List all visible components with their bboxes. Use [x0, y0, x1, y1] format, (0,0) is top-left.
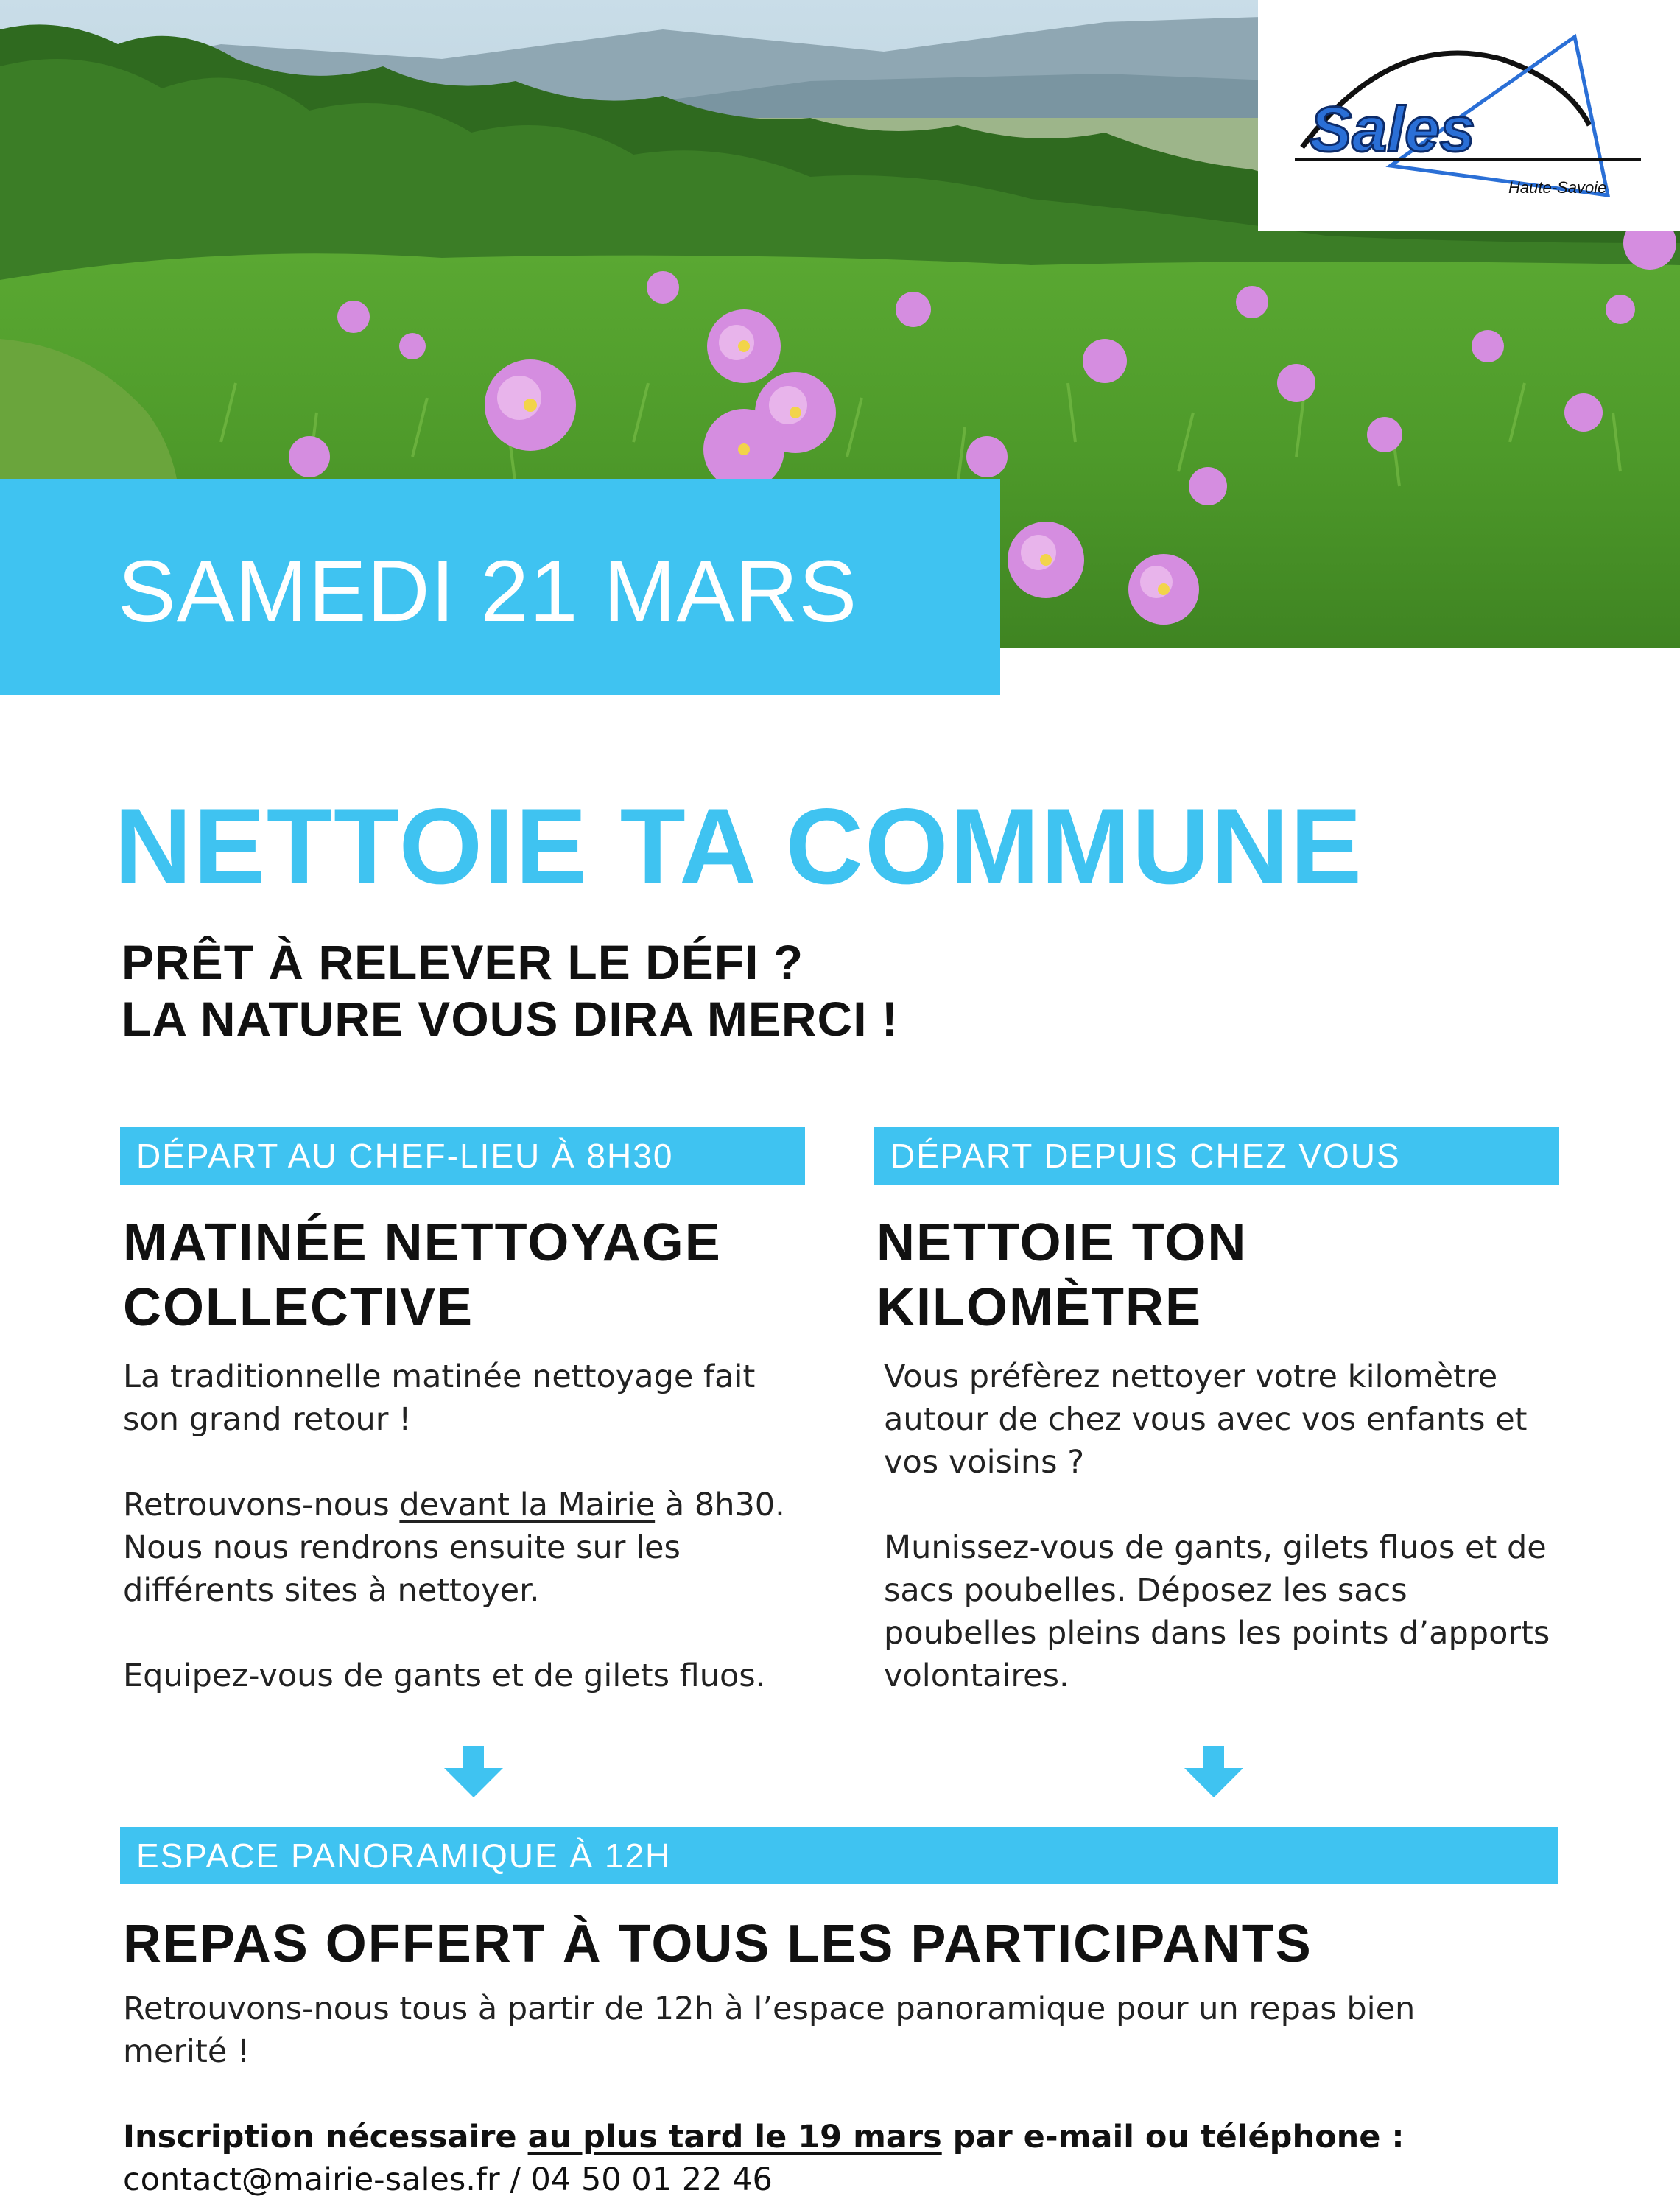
left-section-label — [120, 1127, 805, 1185]
bottom-section-body: Retrouvons-nous tous à partir de 12h à l’espace panoramique pour un repas bien merité ! — [123, 1990, 1416, 2070]
left-section-heading: MATINÉE NETTOYAGE COLLECTIVE — [123, 1213, 722, 1337]
left-p2-after: à 8h30. Nous nous rendrons ensuite sur les différents sites à nettoyer. — [123, 1487, 785, 1609]
left-paragraph-3: Equipez-vous de gants et de gilets fluos. — [123, 1658, 766, 1694]
left-p2-before: Retrouvons-nous — [123, 1487, 400, 1523]
left-paragraph-2 — [123, 1484, 801, 1612]
bottom-label-text: ESPACE PANORAMIQUE À 12H — [136, 1837, 672, 1875]
signup-before: Inscription nécessaire — [123, 2119, 528, 2155]
right-section-label — [874, 1127, 1559, 1185]
tagline-line-1: PRÊT À RELEVER LE DÉFI ? — [122, 935, 804, 989]
right-paragraph-1: Vous préfèrez nettoyer votre kilomètre autour de chez vous avec vos enfants et vos voisins ? — [884, 1358, 1528, 1481]
right-section-body — [884, 1355, 1569, 1740]
bottom-section-heading: REPAS OFFERT À TOUS LES PARTICIPANTS — [123, 1915, 1312, 1974]
right-section-heading: NETTOIE TON KILOMÈTRE — [876, 1213, 1248, 1337]
signup-deadline: au plus tard le 19 mars — [527, 2119, 942, 2155]
left-label-text: DÉPART AU CHEF-LIEU À 8H30 — [136, 1137, 674, 1175]
logo-mark-icon — [1258, 0, 1680, 231]
right-paragraph-2: Munissez-vous de gants, gilets fluos et de sacs poubelles. Déposez les sacs poubelles pleins dans les points d’apports volontaires. — [884, 1529, 1550, 1694]
left-section-body — [123, 1355, 801, 1740]
arrow-down-icon — [1184, 1746, 1243, 1797]
signup-info — [123, 2116, 1596, 2201]
left-paragraph-1: La traditionnelle matinée nettoyage fait son grand retour ! — [123, 1358, 756, 1438]
mairie-link-text: devant la Mairie — [399, 1487, 656, 1523]
arrow-down-icon — [444, 1746, 503, 1797]
svg-text:Haute-Savoie: Haute-Savoie — [1508, 178, 1607, 197]
signup-line — [123, 2119, 1405, 2155]
svg-text:Sales: Sales — [1310, 94, 1475, 165]
event-date: SAMEDI 21 MARS — [118, 543, 858, 640]
right-label-text: DÉPART DEPUIS CHEZ VOUS — [890, 1137, 1401, 1175]
signup-after: par e-mail ou téléphone : — [941, 2119, 1405, 2155]
bottom-section-label — [120, 1827, 1558, 1884]
contact-details[interactable]: contact@mairie-sales.fr / 04 50 01 22 46 — [123, 2161, 773, 2198]
logo — [1258, 0, 1680, 231]
tagline-line-2: LA NATURE VOUS DIRA MERCI ! — [122, 992, 899, 1046]
page-title: NETTOIE TA COMMUNE — [114, 786, 1364, 906]
